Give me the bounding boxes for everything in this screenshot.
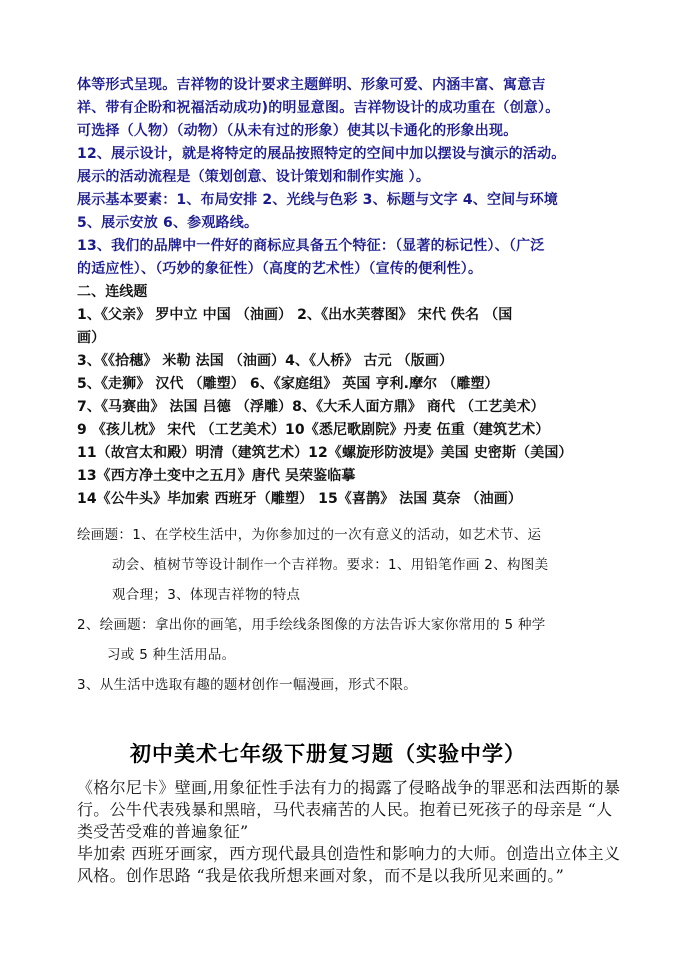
text-line: 展示的活动流程是（策划创意、设计策划和制作实施 ）。	[77, 169, 431, 185]
text-line: 3、《《拾穗》 米勒 法国 （油画）4、《人桥》 古元 （版画）	[77, 353, 454, 369]
text-line: 11（故宫太和殿）明清（建筑艺术）12《螺旋形防波堤》美国 史密斯（美国）	[77, 445, 573, 461]
text-line: 5、《走狮》 汉代 （雕塑） 6、《家庭组》 英国 亨利.摩尔 （雕塑）	[77, 376, 499, 392]
text-line: 9 《孩儿枕》 宋代 （工艺美术）10《悉尼歌剧院》丹麦 伍重（建筑艺术）	[77, 422, 550, 438]
text-line: 行。公牛代表残暴和黑暗，马代表痛苦的人民。抱着已死孩子的母亲是 “人	[77, 800, 613, 819]
page-title: 初中美术七年级下册复习题（实验中学）	[130, 741, 526, 766]
text-line: 可选择（人物）（动物）（从未有过的形象）使其以卡通化的形象出现。	[77, 123, 518, 139]
text-line: 绘画题：1、在学校生活中，为你参加过的一次有意义的活动，如艺术节、运	[77, 527, 542, 543]
text-line: 观合理；3、体现吉祥物的特点	[112, 587, 301, 603]
text-line: 画）	[77, 330, 106, 346]
text-line: 13、我们的品牌中一件好的商标应具备五个特征：（显著的标记性）、（广泛	[77, 238, 545, 254]
text-line: 14《公牛头》毕加索 西班牙（雕塑） 15《喜鹊》 法国 莫奈 （油画）	[77, 491, 522, 507]
text-line: 《格尔尼卡》壁画,用象征性手法有力的揭露了侵略战争的罪恶和法西斯的暴	[77, 778, 621, 797]
text-line: 5、展示安放 6、参观路线。	[77, 215, 259, 231]
section-heading: 二、连线题	[77, 284, 148, 300]
text-line: 3、从生活中选取有趣的题材创作一幅漫画，形式不限。	[77, 677, 418, 693]
text-line: 展示基本要素：1、布局安排 2、光线与色彩 3、标题与文字 4、空间与环境	[77, 192, 558, 208]
text-line: 动会、植树节等设计制作一个吉祥物。要求：1、用铅笔作画 2、构图美	[112, 557, 549, 573]
text-line: 7、《马赛曲》 法国 吕德 （浮雕）8、《大禾人面方鼎》 商代 （工艺美术）	[77, 399, 545, 415]
text-line: 体等形式呈现。吉祥物的设计要求主题鲜明、形象可爱、内涵丰富、寓意吉	[77, 77, 546, 93]
text-line: 12、展示设计，就是将特定的展品按照特定的空间中加以摆设与演示的活动。	[77, 146, 566, 162]
text-line: 祥、带有企盼和祝福活动成功)的明显意图。吉祥物设计的成功重在（创意）。	[77, 100, 560, 116]
text-line: 1、《父亲》 罗中立 中国 （油画） 2、《出水芙蓉图》 宋代 佚名 （国	[77, 307, 513, 323]
text-line: 类受苦受难的普遍象征”	[77, 822, 249, 841]
text-line: 13《西方净土变中之五月》唐代 吴荣鉴临摹	[77, 468, 356, 484]
text-line: 风格。创作思路 “我是依我所想来画对象，而不是以我所见来画的。”	[77, 866, 565, 885]
text-line: 习或 5 种生活用品。	[107, 647, 236, 663]
text-line: 2、绘画题：拿出你的画笔，用手绘线条图像的方法告诉大家你常用的 5 种学	[77, 617, 546, 633]
text-line: 的适应性）、（巧妙的象征性）（高度的艺术性）（宣传的便利性）。	[77, 261, 483, 277]
text-line: 毕加索 西班牙画家，西方现代最具创造性和影响力的大师。创造出立体主义	[77, 844, 621, 863]
